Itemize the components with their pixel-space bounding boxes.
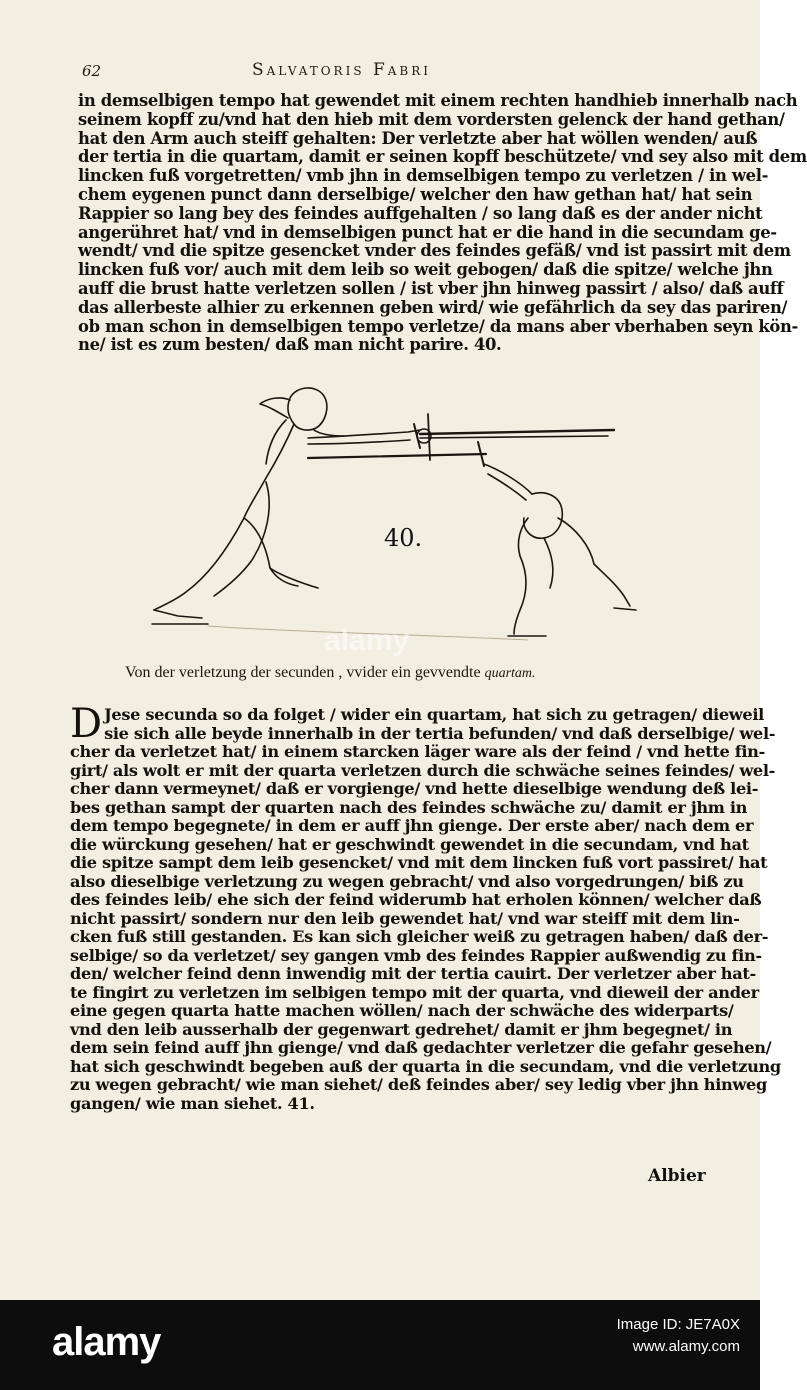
text-line: Jese secunda so da folget / wider ein quartam, hat sich zu getragen/ dieweil — [104, 705, 764, 724]
text-line: te fingirt zu verletzen im selbigen tempo mit der quarta, vnd dieweil der ander — [70, 982, 759, 1002]
site-url: www.alamy.com — [632, 1338, 740, 1355]
text-line: die würckung gesehen/ hat er geschwindt gewendet in die secundam, vnd hat — [70, 834, 749, 854]
text-line: cher da verletzet hat/ in einem starcken läger ware als der feind / vnd hette fin- — [70, 742, 765, 761]
text-line: lincken fuß vorgetretten/ vmb jhn in demselbigen tempo zu verletzen / in wel- — [78, 166, 769, 186]
alamy-logo: alamy — [52, 1320, 161, 1364]
fencers-woodcut — [148, 378, 638, 648]
text-line: hat den Arm auch steiff gehalten: Der verletzte aber hat wöllen wenden/ auß — [78, 128, 758, 148]
figure-number: 40. — [384, 524, 423, 552]
text-line: selbige/ so da verletzet/ sey gangen vmb des feindes Rappier außwendig zu fin- — [70, 945, 762, 965]
text-line: vnd den leib ausserhalb der gegenwart gedrehet/ damit er jhm begegnet/ in — [70, 1019, 733, 1039]
catchword: Albier — [648, 1166, 706, 1186]
text-line: ne/ ist es zum besten/ daß man nicht parire. 40. — [78, 335, 502, 355]
text-line: auff die brust hatte verletzen sollen / ist vber jhn hinweg passirt / also/ daß auff — [78, 278, 784, 298]
image-id-block — [617, 1314, 740, 1358]
figure-caption — [125, 664, 685, 682]
text-line: cken fuß still gestanden. Es kan sich gleicher weiß zu getragen haben/ daß der- — [70, 927, 769, 946]
text-line: des feindes leib/ ehe sich der feind widerumb hat erholen können/ welcher daß — [70, 890, 762, 909]
text-line: nicht passirt/ sondern nur den leib gewendet hat/ vnd war steiff mit dem lin- — [70, 908, 740, 928]
fencing-illustration — [148, 378, 638, 648]
text-line: sie sich alle beyde innerhalb in der tertia befunden/ vnd daß derselbige/ wel- — [104, 723, 776, 743]
watermark-text: alamy — [324, 624, 410, 657]
text-line: lincken fuß vor/ auch mit dem leib so weit gebogen/ daß die spitze/ welche jhn — [78, 260, 773, 280]
text-line: ob man schon in demselbigen tempo verletze/ da mans aber vberhaben seyn kön- — [78, 316, 798, 336]
caption-italic: quartam. — [484, 666, 536, 681]
stock-footer-bar — [0, 1300, 760, 1390]
text-line: gangen/ wie man siehet. 41. — [70, 1093, 315, 1113]
text-line: der tertia in die quartam, damit er seinen kopff beschützete/ vnd sey also mit dem — [78, 147, 807, 167]
text-line: seinem kopff zu/vnd hat den hieb mit dem vordersten gelenck der hand gethan/ — [78, 109, 785, 129]
text-line: dem sein feind auff jhn gienge/ vnd daß gedachter verletzer die gefahr gesehen/ — [70, 1038, 772, 1057]
text-line: bes gethan sampt der quarten nach des feindes schwäche zu/ damit er jhm in — [70, 797, 748, 817]
text-line: die spitze sampt dem leib gesencket/ vnd mit dem lincken fuß vort passiret/ hat — [70, 853, 768, 872]
text-line: das allerbeste alhier zu erkennen geben wird/ wie gefährlich da sey das pariren/ — [78, 297, 788, 317]
page-number: 62 — [82, 62, 102, 80]
text-line: Rappier so lang bey des feindes auffgehalten / so lang daß es der ander nicht — [78, 203, 763, 223]
page-header — [82, 60, 682, 86]
text-line: angerühret hat/ vnd in demselbigen punct hat er die hand in die secundam ge- — [78, 222, 777, 242]
text-line: cher dann vermeynet/ daß er vorgienge/ vnd hette dieselbige wendung deß lei- — [70, 779, 759, 798]
text-line: in demselbigen tempo hat gewendet mit einem rechten handhieb innerhalb nach — [78, 91, 798, 110]
text-line: also dieselbige verletzung zu wegen gebracht/ vnd also vorgedrungen/ biß zu — [70, 871, 744, 891]
text-line: eine gegen quarta hatte machen wöllen/ nach der schwäche des widerparts/ — [70, 1001, 734, 1020]
text-line: hat sich geschwindt begeben auß der quarta in die secundam, vnd die verletzung — [70, 1056, 781, 1076]
text-line: dem tempo begegnete/ in dem er auff jhn gienge. Der erste aber/ nach dem er — [70, 816, 754, 835]
text-line: zu wegen gebracht/ wie man siehet/ deß feindes aber/ sey ledig vber jhn hinweg — [70, 1075, 767, 1094]
text-block-bottom — [70, 701, 781, 1113]
text-line: wendt/ vnd die spitze gesencket vnder des feindes gefäß/ vnd ist passirt mit dem — [78, 241, 791, 261]
text-block-top — [78, 91, 807, 355]
drop-cap: D — [70, 701, 103, 747]
caption-text: Von der verletzung der secunden , vvider ein gevvendte — [125, 664, 481, 681]
running-head: Salvatoris Fabri — [252, 60, 432, 80]
text-line: girt/ als wolt er mit der quarta verletzen durch die schwäche seines feindes/ wel- — [70, 760, 776, 780]
text-line: den/ welcher feind denn inwendig mit der tertia cauirt. Der verletzer aber hat- — [70, 964, 756, 983]
text-line: chem eygenen punct dann derselbige/ welcher den haw gethan hat/ hat sein — [78, 184, 753, 204]
image-id: Image ID: JE7A0X — [616, 1316, 740, 1333]
